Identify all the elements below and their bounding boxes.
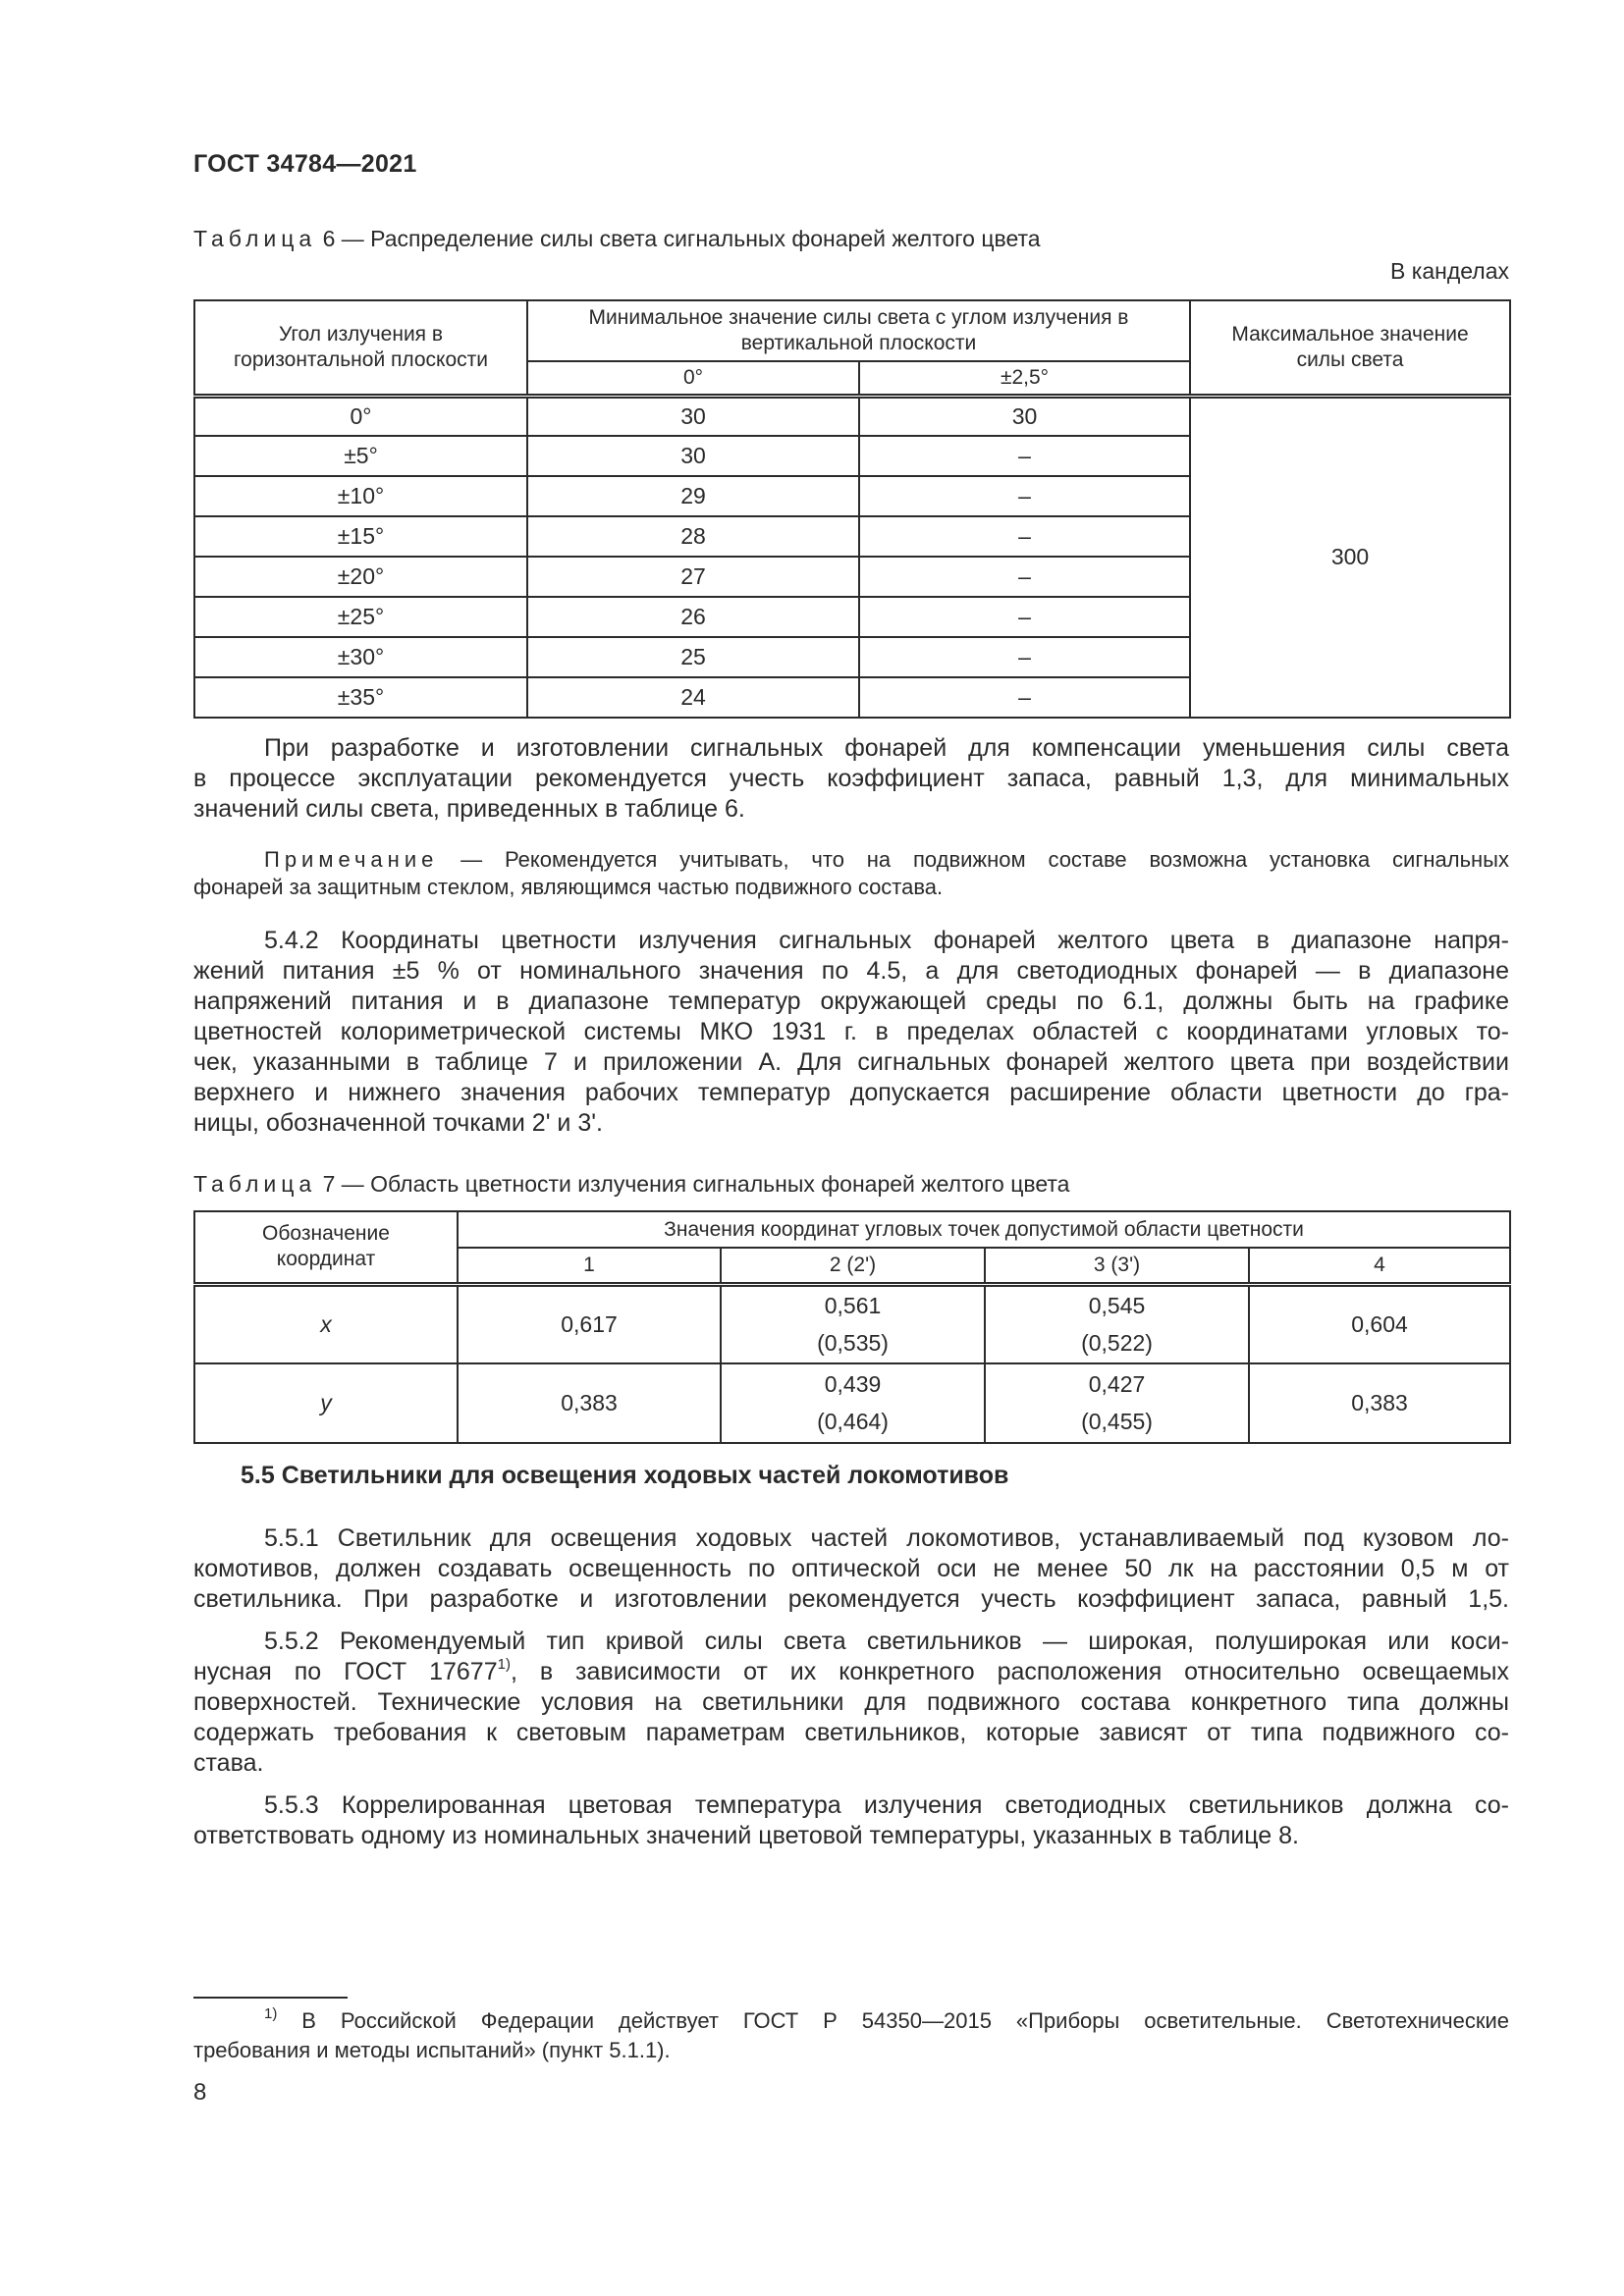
footnote-marker: 1) <box>264 2004 278 2022</box>
paragraph-line: в процессе эксплуатации рекомендуется учесть коэффициент запаса, равный 1,3, для минимальных <box>193 765 1509 792</box>
table7-point-1: 0,383 <box>458 1363 721 1443</box>
table7-coord-name: x <box>194 1284 458 1363</box>
paragraph-line: светильника. При разработке и изготовлении рекомендуется учесть коэффициент запаса, равный 1,5. <box>193 1585 1509 1613</box>
table6-angle: ±10° <box>194 476 527 516</box>
table6-header-min: Минимальное значение силы света с углом излучения в вертикальной плоскости <box>527 300 1190 361</box>
table7-caption-label: Таблица <box>193 1171 317 1197</box>
table7-value: 0,439 <box>824 1371 882 1397</box>
paragraph-line: цветностей колориметрической системы МКО 1931 г. в пределах областей с координатами угловых то- <box>193 1018 1509 1045</box>
section-title: 5.5 Светильники для освещения ходовых частей локомотивов <box>241 1462 1009 1489</box>
table7-value-extended: (0,464) <box>817 1409 889 1434</box>
footnote <box>193 2006 1509 2065</box>
table6-value-2-5: – <box>859 637 1190 677</box>
paragraph-line: При разработке и изготовлении сигнальных фонарей для компенсации уменьшения силы света <box>264 734 1509 762</box>
table6-value-0: 30 <box>527 396 859 436</box>
note-label: Примечание <box>264 847 439 872</box>
table7-value-extended: (0,522) <box>1081 1329 1153 1356</box>
footnote-text: В Российской Федерации действует ГОСТ Р 54350—2015 «Приборы осветительные. Светотехнические <box>277 2008 1509 2033</box>
table6-header-angle: Угол излучения в горизонтальной плоскости <box>194 300 527 396</box>
document-id: ГОСТ 34784—2021 <box>193 150 417 178</box>
table7-point-2 <box>721 1363 985 1443</box>
paragraph-line: 5.5.1 Светильник для освещения ходовых частей локомотивов, устанавливаемый под кузовом ло- <box>264 1524 1509 1552</box>
table6-value-0: 28 <box>527 516 859 557</box>
table7-point-3 <box>985 1284 1249 1363</box>
table7-caption-text: 7 — Область цветности излучения сигнальных фонарей желтого цвета <box>316 1171 1070 1197</box>
note <box>193 846 1509 901</box>
table6-unit: В канделах <box>1390 258 1509 284</box>
table7-header-point-1: 1 <box>458 1248 721 1284</box>
table7-header-point-4: 4 <box>1249 1248 1510 1284</box>
paragraph-5-5-2 <box>193 1627 1509 1779</box>
table6 <box>193 299 1511 719</box>
paragraph-line: нусная по ГОСТ 17677 <box>193 1658 498 1685</box>
paragraph-line: ницы, обозначенной точками 2' и 3'. <box>193 1109 603 1137</box>
paragraph-line: верхнего и нижнего значения рабочих температур допускается расширение области цветности до гра- <box>193 1079 1509 1106</box>
table7-point-1: 0,617 <box>458 1284 721 1363</box>
table-row <box>194 396 1510 436</box>
table7-header-coord: Обозначение координат <box>194 1211 458 1284</box>
page-number: 8 <box>193 2079 207 2106</box>
table7-coord-name: y <box>194 1363 458 1443</box>
table6-angle: ±25° <box>194 597 527 637</box>
table6-max-value: 300 <box>1190 396 1510 718</box>
note-text: — Рекомендуется учитывать, что на подвижном составе возможна установка сигнальных <box>438 847 1509 872</box>
table6-angle: ±35° <box>194 677 527 718</box>
table6-value-2-5: – <box>859 476 1190 516</box>
table6-angle: ±30° <box>194 637 527 677</box>
footnote-text: требования и методы испытаний» (пункт 5.1.1). <box>193 2038 671 2062</box>
table7-point-4: 0,604 <box>1249 1284 1510 1363</box>
note-text: фонарей за защитным стеклом, являющимся частью подвижного состава. <box>193 875 944 899</box>
paragraph-line: значений силы света, приведенных в таблице 6. <box>193 795 745 823</box>
table6-value-2-5: – <box>859 436 1190 476</box>
paragraph-line: ответствовать одному из номинальных значений цветовой температуры, указанных в таблице 8. <box>193 1822 1300 1849</box>
table6-value-2-5: – <box>859 516 1190 557</box>
table7-header-values: Значения координат угловых точек допустимой области цветности <box>458 1211 1510 1248</box>
footnote-divider <box>193 1997 348 1999</box>
table7-value: 0,427 <box>1088 1371 1146 1397</box>
table6-angle: ±5° <box>194 436 527 476</box>
paragraph-line: чек, указанными в таблице 7 и приложении А. Для сигнальных фонарей желтого цвета при воздействии <box>193 1048 1509 1076</box>
paragraph-line: поверхностей. Технические условия на светильники для подвижного состава конкретного типа должны <box>193 1688 1509 1716</box>
paragraph-line: 5.5.3 Коррелированная цветовая температура излучения светодиодных светильников должна со- <box>264 1791 1509 1819</box>
paragraph-line: става. <box>193 1749 264 1777</box>
table7-value-extended: (0,535) <box>817 1329 889 1356</box>
footnote-reference[interactable]: 1) <box>497 1655 511 1673</box>
table7-header-point-2: 2 (2') <box>721 1248 985 1284</box>
table6-header-0deg: 0° <box>527 361 859 396</box>
table6-value-0: 27 <box>527 557 859 597</box>
table6-caption-label: Таблица <box>193 226 317 251</box>
paragraph-line: 5.4.2 Координаты цветности излучения сигнальных фонарей желтого цвета в диапазоне напря- <box>264 927 1509 954</box>
table6-angle: ±15° <box>194 516 527 557</box>
paragraph-5-5-1 <box>193 1523 1509 1615</box>
paragraph-line: напряжений питания и в диапазоне температур окружающей среды по 6.1, должны быть на графике <box>193 988 1509 1015</box>
table7-point-2 <box>721 1284 985 1363</box>
paragraph-line: жений питания ±5 % от номинального значения по 4.5, а для светодиодных фонарей — в диапазоне <box>193 957 1509 985</box>
table6-angle: ±20° <box>194 557 527 597</box>
paragraph-5-4-2 <box>193 926 1509 1139</box>
paragraph-line: содержать требования к световым параметрам светильников, которые зависят от типа подвижного со- <box>193 1719 1509 1746</box>
table6-value-0: 26 <box>527 597 859 637</box>
table6-caption <box>193 226 1041 252</box>
table7-point-4: 0,383 <box>1249 1363 1510 1443</box>
table6-value-0: 24 <box>527 677 859 718</box>
table6-value-0: 29 <box>527 476 859 516</box>
table7-header-point-3: 3 (3') <box>985 1248 1249 1284</box>
table7-point-3 <box>985 1363 1249 1443</box>
table6-caption-text: 6 — Распределение силы света сигнальных фонарей желтого цвета <box>316 226 1041 251</box>
paragraph-5-5-3 <box>193 1790 1509 1851</box>
paragraph-line: , в зависимости от их конкретного расположения относительно освещаемых <box>510 1658 1509 1685</box>
table7-value: 0,545 <box>1088 1292 1146 1318</box>
table6-value-2-5: 30 <box>859 396 1190 436</box>
table6-header-max: Максимальное значение силы света <box>1190 300 1510 396</box>
table6-value-2-5: – <box>859 597 1190 637</box>
table-row <box>194 1284 1510 1363</box>
table7-value-extended: (0,455) <box>1081 1409 1153 1434</box>
table6-value-2-5: – <box>859 557 1190 597</box>
table7-caption <box>193 1171 1069 1198</box>
paragraph-line: 5.5.2 Рекомендуемый тип кривой силы света светильников — широкая, полуширокая или коси- <box>264 1628 1509 1655</box>
table6-value-0: 30 <box>527 436 859 476</box>
table7-value: 0,561 <box>824 1292 882 1318</box>
table6-angle: 0° <box>194 396 527 436</box>
table7 <box>193 1210 1511 1444</box>
paragraph-line: комотивов, должен создавать освещенность по оптической оси не менее 50 лк на расстоянии 0,5 м от <box>193 1555 1509 1582</box>
paragraph-reserve-factor <box>193 733 1509 825</box>
table6-value-0: 25 <box>527 637 859 677</box>
table6-value-2-5: – <box>859 677 1190 718</box>
table6-header-2-5deg: ±2,5° <box>859 361 1190 396</box>
table-row <box>194 1363 1510 1443</box>
